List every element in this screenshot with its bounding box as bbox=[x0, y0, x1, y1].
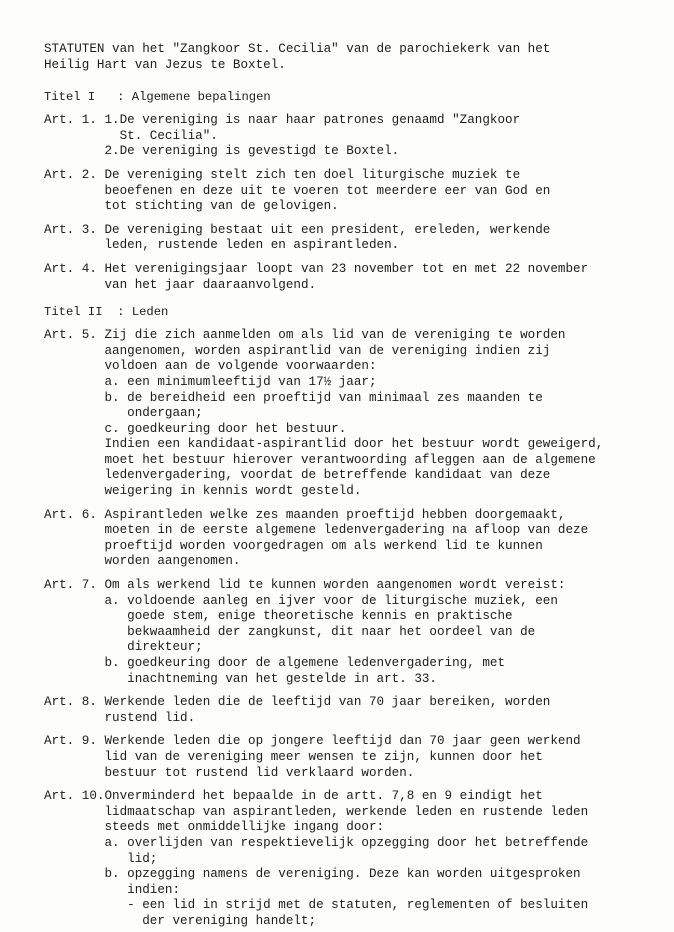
article-4 bbox=[44, 262, 656, 293]
article-6 bbox=[44, 508, 656, 570]
article-line: b. opzegging namens de vereniging. Deze kan worden uitgesproken bbox=[44, 867, 581, 882]
article-2 bbox=[44, 168, 656, 215]
article-line: Art. 3. De vereniging bestaat uit een president, ereleden, werkende bbox=[44, 222, 551, 237]
article-line: - een lid in strijd met de statuten, reglementen of besluiten bbox=[44, 898, 589, 913]
article-line: tot stichting van de gelovigen. bbox=[44, 199, 339, 214]
article-line: Art. 8. Werkende leden die de leeftijd van 70 jaar bereiken, worden bbox=[44, 695, 551, 710]
section-title-titel-1: Titel I : Algemene bepalingen bbox=[44, 90, 271, 105]
article-line: bekwaamheid der zangkunst, dit naar het oordeel van de bbox=[44, 624, 536, 639]
article-line: aangenomen, worden aspirantlid van de vereniging indien zij bbox=[44, 343, 551, 358]
article-line: moeten in de eerste algemene ledenvergadering na afloop van deze bbox=[44, 523, 589, 538]
article-line: Art. 9. Werkende leden die op jongere leeftijd dan 70 jaar geen werkend bbox=[44, 734, 581, 749]
article-line: steeds met onmiddellijke ingang door: bbox=[44, 820, 385, 835]
article-line: b. goedkeuring door de algemene ledenvergadering, met bbox=[44, 656, 506, 670]
article-line: van het jaar daaraanvolgend. bbox=[44, 277, 317, 292]
article-3 bbox=[44, 223, 656, 254]
article-line: Art. 4. Het verenigingsjaar loopt van 23 november tot en met 22 november bbox=[44, 261, 589, 276]
article-line: St. Cecilia". bbox=[44, 128, 218, 143]
document-heading bbox=[44, 42, 656, 73]
article-line: a. een minimumleeftijd van 17½ jaar; bbox=[44, 374, 377, 389]
heading-line: STATUTEN van het "Zangkoor St. Cecilia" van de parochiekerk van het bbox=[44, 42, 551, 56]
article-line: der vereniging handelt; bbox=[44, 913, 317, 928]
article-line: moet het bestuur hierover verantwoording afleggen aan de algemene bbox=[44, 452, 596, 467]
article-line: voldoen aan de volgende voorwaarden: bbox=[44, 359, 377, 374]
article-line: direkteur; bbox=[44, 640, 203, 655]
article-line: ledenvergadering, voordat de betreffende kandidaat van deze bbox=[44, 468, 551, 483]
article-line: Indien een kandidaat-aspirantlid door het bestuur wordt geweigerd, bbox=[44, 437, 604, 452]
section-title-titel-2: Titel II : Leden bbox=[44, 305, 169, 320]
article-line: lidmaatschap van aspirantleden, werkende leden en rustende leden bbox=[44, 804, 589, 819]
article-10 bbox=[44, 789, 656, 929]
article-9 bbox=[44, 734, 656, 781]
article-line: Art. 7. Om als werkend lid te kunnen worden aangenomen wordt vereist: bbox=[44, 578, 566, 593]
article-line: ondergaan; bbox=[44, 406, 203, 421]
article-1 bbox=[44, 113, 656, 160]
article-line: inachtneming van het gestelde in art. 33. bbox=[44, 671, 437, 686]
article-7 bbox=[44, 578, 656, 687]
article-8 bbox=[44, 695, 656, 726]
article-5 bbox=[44, 328, 656, 500]
article-line: a. overlijden van respektievelijk opzegging door het betreffende bbox=[44, 835, 589, 850]
article-line: beoefenen en deze uit te voeren tot meerdere eer van God en bbox=[44, 183, 551, 198]
article-line: leden, rustende leden en aspirantleden. bbox=[44, 238, 400, 253]
article-line: goede stem, enige theoretische kennis en praktische bbox=[44, 609, 513, 624]
article-line: b. de bereidheid een proeftijd van minimaal zes maanden te bbox=[44, 390, 543, 405]
article-line: lid; bbox=[44, 851, 158, 866]
article-line: Art. 10.Onverminderd het bepaalde in de artt. 7,8 en 9 eindigt het bbox=[44, 789, 543, 804]
article-line: Art. 1. 1.De vereniging is naar haar patrones genaamd "Zangkoor bbox=[44, 113, 521, 128]
article-line: indien: bbox=[44, 882, 181, 897]
article-line: Art. 5. Zij die zich aanmelden om als lid van de vereniging te worden bbox=[44, 328, 566, 343]
article-line: Art. 6. Aspirantleden welke zes maanden proeftijd hebben doorgemaakt, bbox=[44, 507, 566, 522]
article-line: worden aangenomen. bbox=[44, 554, 241, 569]
article-line: Art. 2. De vereniging stelt zich ten doel liturgische muziek te bbox=[44, 167, 521, 182]
article-line: lid van de vereniging meer wensen te zijn, kunnen door het bbox=[44, 749, 543, 764]
article-line: rustend lid. bbox=[44, 710, 196, 725]
article-line: proeftijd worden voorgedragen om als werkend lid te kunnen bbox=[44, 538, 543, 553]
article-line: bestuur tot rustend lid verklaard worden. bbox=[44, 765, 415, 780]
article-line: 2.De vereniging is gevestigd te Boxtel. bbox=[44, 144, 400, 159]
article-line: weigering in kennis wordt gesteld. bbox=[44, 484, 362, 499]
article-line: a. voldoende aanleg en ijver voor de liturgische muziek, een bbox=[44, 593, 558, 608]
heading-line: Heilig Hart van Jezus te Boxtel. bbox=[44, 57, 286, 72]
article-line: c. goedkeuring door het bestuur. bbox=[44, 421, 347, 436]
